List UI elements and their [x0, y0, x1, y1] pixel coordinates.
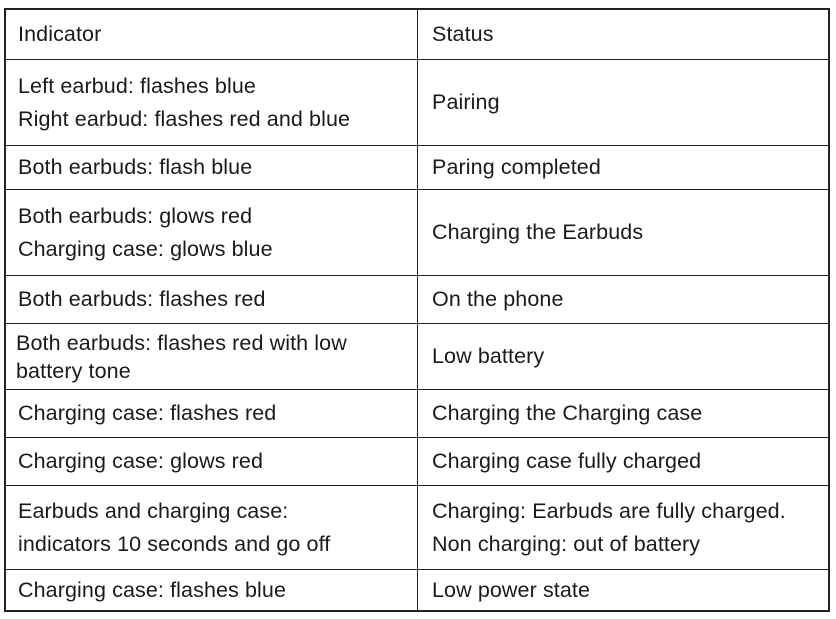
status-line: Pairing [432, 90, 500, 114]
header-status [418, 10, 828, 60]
status-cell [418, 190, 828, 276]
indicator-cell [6, 570, 418, 610]
header-indicator-text: Indicator [18, 22, 102, 46]
status-line: Charging the Earbuds [432, 220, 644, 244]
status-cell [418, 570, 828, 610]
status-cell [418, 324, 828, 390]
indicator-cell [6, 276, 418, 324]
indicator-cell [6, 190, 418, 276]
status-line: On the phone [432, 287, 564, 311]
header-indicator [6, 10, 418, 60]
indicator-line: Both earbuds: flashes red with low [16, 330, 347, 355]
status-cell [418, 276, 828, 324]
status-cell [418, 60, 828, 146]
status-line: Charging: Earbuds are fully charged. [432, 498, 786, 523]
indicator-cell [6, 438, 418, 486]
indicator-line: Charging case: glows red [18, 449, 263, 473]
indicator-line: Earbuds and charging case: [18, 498, 289, 523]
indicator-cell [6, 390, 418, 438]
status-line: Low battery [432, 344, 545, 368]
status-line: Non charging: out of battery [432, 531, 701, 556]
indicator-cell [6, 324, 418, 390]
indicator-line: Left earbud: flashes blue [18, 73, 256, 98]
status-line: Charging the Charging case [432, 401, 703, 425]
indicator-cell [6, 146, 418, 190]
status-cell [418, 146, 828, 190]
status-cell [418, 390, 828, 438]
indicator-cell [6, 60, 418, 146]
indicator-line: Both earbuds: flashes red [18, 287, 266, 311]
indicator-line: Charging case: flashes red [18, 401, 277, 425]
status-line: Low power state [432, 577, 591, 602]
indicator-line: indicators 10 seconds and go off [18, 531, 331, 556]
indicator-line: Charging case: glows blue [18, 236, 273, 261]
indicator-cell [6, 486, 418, 570]
status-cell [418, 438, 828, 486]
indicator-line: battery tone [16, 358, 131, 383]
indicator-line: Both earbuds: glows red [18, 203, 253, 228]
indicator-line: Charging case: flashes blue [18, 577, 287, 602]
header-status-text: Status [432, 22, 494, 46]
status-cell [418, 486, 828, 570]
status-line: Paring completed [432, 155, 601, 179]
indicator-line: Right earbud: flashes red and blue [18, 106, 351, 131]
status-line: Charging case fully charged [432, 449, 702, 473]
indicator-line: Both earbuds: flash blue [18, 155, 253, 179]
indicator-status-table [4, 8, 830, 612]
